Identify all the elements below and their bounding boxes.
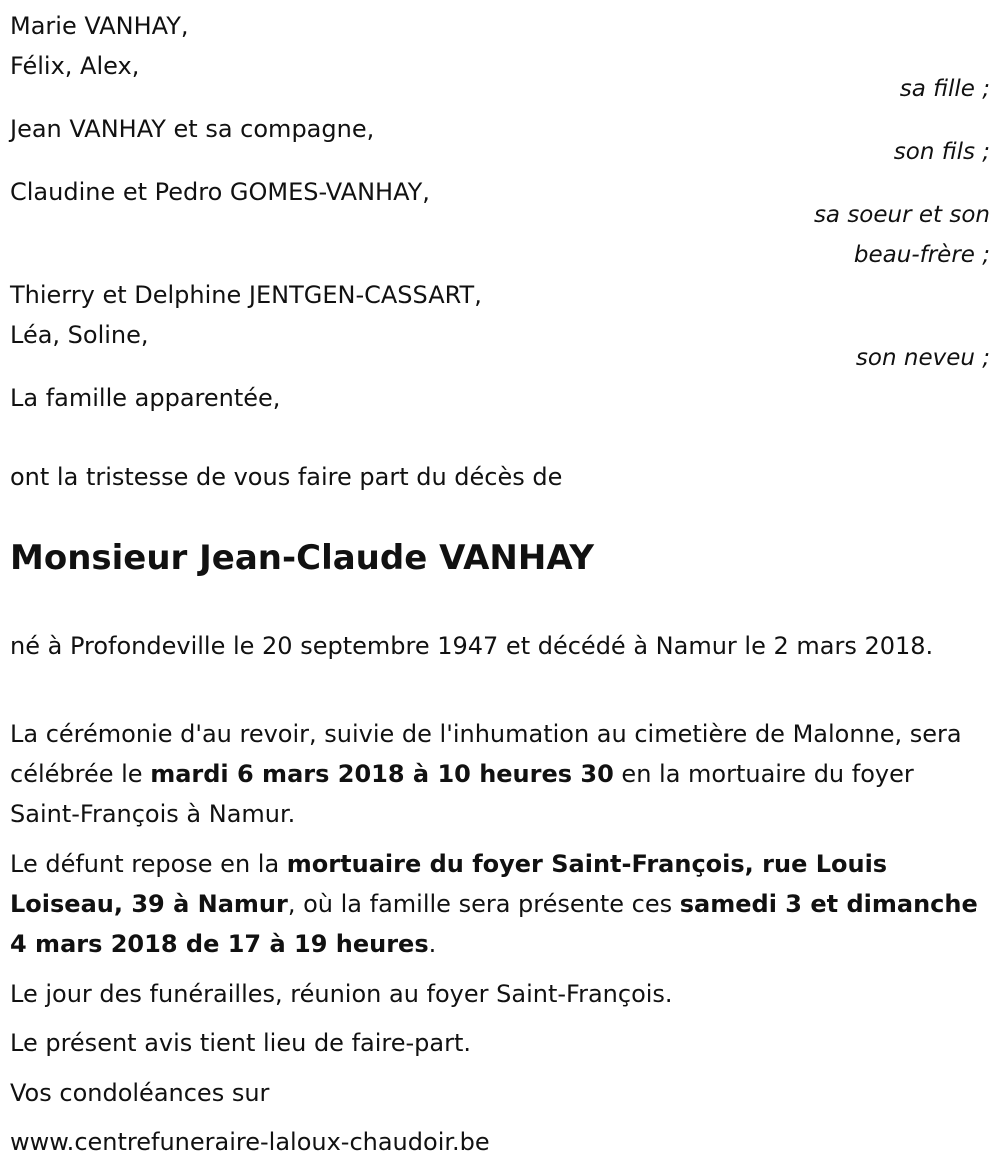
rest-text-1: Le défunt repose en la: [10, 850, 287, 878]
family-line-thierry-delphine: Thierry et Delphine JENTGEN-CASSART,: [10, 281, 482, 309]
ceremony-text-1: La cérémonie d'au revoir, suivie de l'inhumation au cimetière de Malonne, sera célébrée le: [10, 720, 962, 788]
family-line-lea-soline: Léa, Soline,: [10, 321, 149, 349]
condolences-label: Vos condoléances sur: [10, 1079, 270, 1107]
ceremony-text-2: en la mortuaire du foyer Saint-François à Namur.: [10, 760, 914, 828]
announcement-text: ont la tristesse de vous faire part du décès de: [10, 463, 563, 491]
relation-son: son fils ;: [893, 139, 990, 165]
relation-sister-line2: beau-frère ;: [853, 242, 990, 268]
deceased-name: Monsieur Jean-Claude VANHAY: [10, 538, 595, 578]
family-line-claudine-pedro: Claudine et Pedro GOMES-VANHAY,: [10, 178, 430, 206]
ceremony-paragraph: [10, 714, 985, 834]
relation-nephew: son neveu ;: [855, 345, 990, 371]
condolences-website: www.centrefuneraire-laloux-chaudoir.be: [10, 1128, 490, 1156]
rest-text-3: .: [428, 930, 437, 958]
ceremony-date: mardi 6 mars 2018 à 10 heures 30: [150, 760, 614, 788]
family-line-extended: La famille apparentée,: [10, 384, 281, 412]
notice-paragraph: Le présent avis tient lieu de faire-part.: [10, 1029, 472, 1057]
funeral-day-paragraph: Le jour des funérailles, réunion au foyer Saint-François.: [10, 980, 673, 1008]
relation-sister-line1: sa soeur et son: [813, 202, 990, 228]
family-line-felix-alex: Félix, Alex,: [10, 52, 140, 80]
relation-daughter: sa fille ;: [899, 76, 990, 102]
rest-location: mortuaire du foyer Saint-François, rue Louis Loiseau, 39 à Namur: [10, 850, 888, 918]
birth-death-paragraph: né à Profondeville le 20 septembre 1947 et décédé à Namur le 2 mars 2018.: [10, 632, 934, 660]
rest-paragraph: [10, 844, 985, 964]
family-line-jean: Jean VANHAY et sa compagne,: [10, 115, 375, 143]
obituary-page: [10, 0, 990, 1173]
family-line-marie: Marie VANHAY,: [10, 12, 189, 40]
rest-visiting-hours: samedi 3 et dimanche 4 mars 2018 de 17 à 19 heures: [10, 890, 978, 958]
rest-text-2: , où la famille sera présente ces: [287, 890, 680, 918]
